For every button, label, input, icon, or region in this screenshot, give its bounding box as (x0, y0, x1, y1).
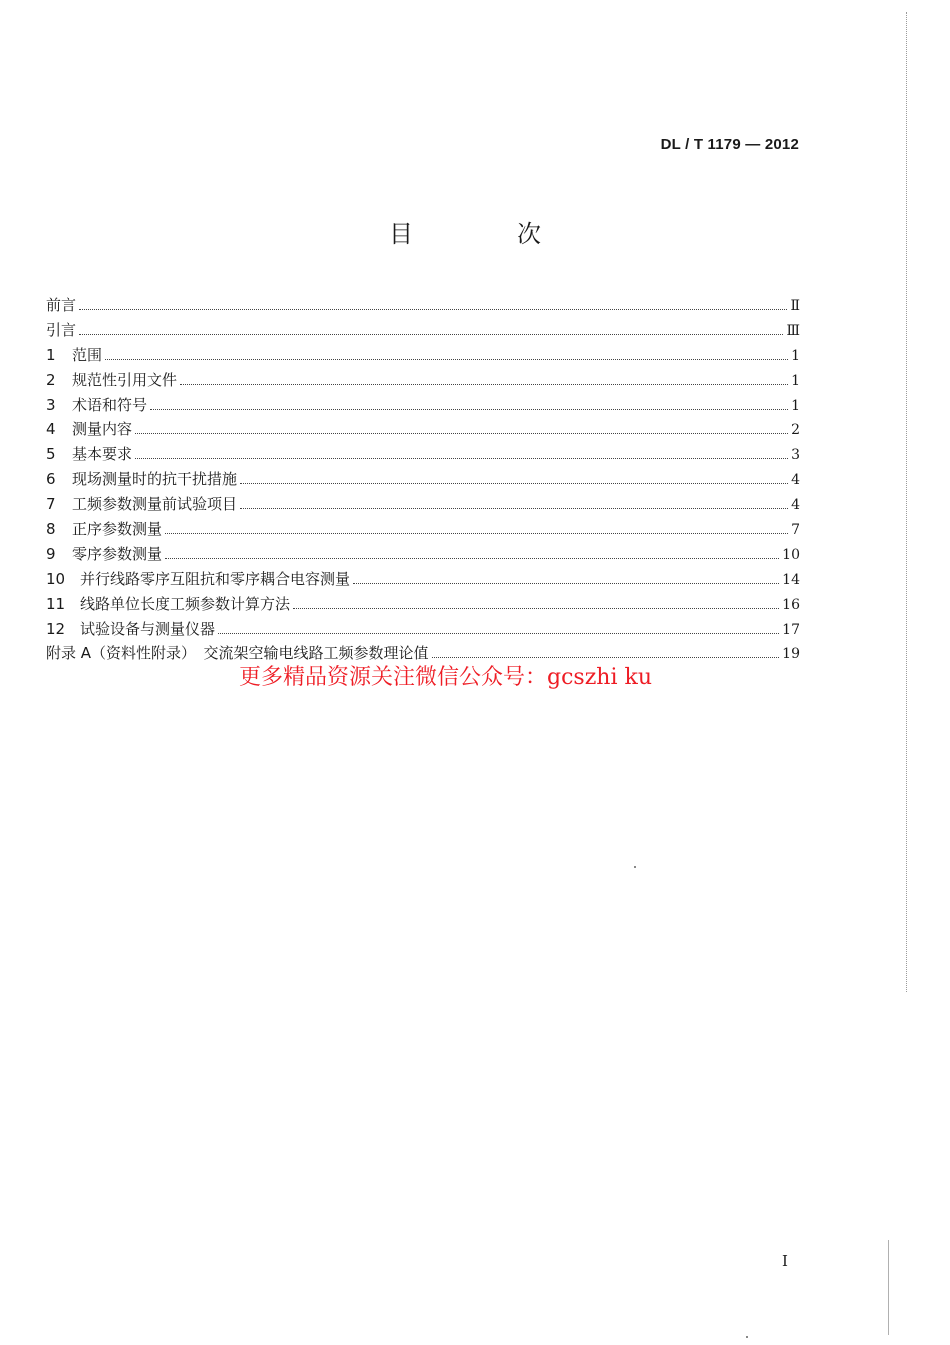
toc-leader-dots (218, 632, 779, 634)
toc-entry-page: 7 (791, 522, 800, 539)
toc-entry[interactable] (46, 593, 800, 618)
toc-entry-page: 1 (791, 347, 800, 364)
toc-leader-dots (432, 656, 780, 658)
toc-entry-number: 4 (46, 420, 56, 439)
toc-entry-label: 正序参数测量 (72, 520, 163, 539)
toc-entry-number: 11 (46, 594, 66, 613)
toc-entry-page: Ⅱ (790, 298, 800, 314)
toc-entry[interactable] (46, 568, 800, 593)
scan-edge-line-bottom (888, 1240, 889, 1335)
toc-leader-dots (79, 333, 783, 335)
toc-entry[interactable] (46, 618, 800, 643)
toc-entry-page: 2 (791, 422, 800, 439)
toc-entry-label: 并行线路零序互阻抗和零序耦合电容测量 (80, 569, 351, 588)
toc-entry[interactable] (46, 294, 800, 319)
toc-entry-page: 1 (791, 372, 800, 389)
toc-entry-page: 4 (791, 472, 800, 489)
toc-entry-number: 2 (46, 370, 56, 389)
toc-entry-label: 基本要求 (72, 445, 133, 464)
page-number: I (782, 1252, 788, 1270)
toc-entry-label: 范围 (72, 345, 103, 364)
toc-entry-label: 规范性引用文件 (72, 370, 178, 389)
toc-leader-dots (79, 308, 787, 310)
toc-entry-page: 16 (782, 596, 800, 613)
toc-leader-dots (165, 557, 779, 559)
toc-entry-page: 3 (791, 447, 800, 464)
toc-entry-label: 线路单位长度工频参数计算方法 (80, 594, 291, 613)
toc-entry-label: 工频参数测量前试验项目 (72, 495, 238, 514)
toc-entry-number: 9 (46, 544, 56, 563)
toc-entry-label: 附录 A（资料性附录） 交流架空输电线路工频参数理论值 (46, 644, 429, 663)
toc-leader-dots (180, 383, 788, 385)
toc-entry[interactable] (46, 319, 800, 344)
table-of-contents (46, 294, 800, 667)
toc-entry-label: 引言 (46, 320, 77, 339)
toc-entry-label: 现场测量时的抗干扰措施 (72, 470, 238, 489)
toc-leader-dots (135, 457, 788, 459)
toc-entry-page: 10 (782, 546, 800, 563)
toc-entry-label: 术语和符号 (72, 395, 148, 414)
toc-title: 目 次 (389, 220, 581, 248)
toc-entry[interactable] (46, 443, 800, 468)
toc-leader-dots (293, 607, 779, 609)
toc-entry-page: 19 (782, 646, 800, 663)
toc-entry-number: 5 (46, 445, 56, 464)
toc-entry[interactable] (46, 418, 800, 443)
toc-entry[interactable] (46, 468, 800, 493)
toc-entry-page: Ⅲ (786, 322, 800, 339)
toc-entry[interactable] (46, 493, 800, 518)
toc-entry-label: 前言 (46, 296, 77, 314)
toc-entry[interactable] (46, 369, 800, 394)
toc-entry[interactable] (46, 518, 800, 543)
toc-leader-dots (240, 507, 788, 509)
toc-entry-number: 10 (46, 569, 66, 588)
toc-entry-label: 测量内容 (72, 420, 133, 439)
scan-speck (746, 1336, 748, 1338)
toc-entry-page: 1 (791, 397, 800, 414)
toc-entry-page: 17 (782, 621, 800, 638)
toc-entry-number: 8 (46, 520, 56, 539)
scan-speck (634, 866, 636, 868)
toc-leader-dots (165, 532, 788, 534)
toc-entry-page: 14 (782, 571, 800, 588)
toc-leader-dots (353, 582, 779, 584)
toc-entry-page: 4 (791, 497, 800, 514)
toc-entry-label: 试验设备与测量仪器 (80, 619, 216, 638)
standard-code: DL / T 1179 — 2012 (660, 136, 799, 153)
toc-entry[interactable] (46, 543, 800, 568)
toc-entry[interactable] (46, 394, 800, 419)
toc-leader-dots (150, 408, 788, 410)
toc-entry-number: 6 (46, 470, 56, 489)
toc-entry-number: 12 (46, 619, 66, 638)
toc-leader-dots (105, 358, 788, 360)
toc-entry[interactable] (46, 344, 800, 369)
toc-leader-dots (240, 482, 788, 484)
toc-entry-number: 1 (46, 345, 56, 364)
watermark-text: 更多精品资源关注微信公众号：gcszhi ku (239, 665, 652, 690)
scan-edge-line (906, 12, 907, 992)
toc-entry-number: 7 (46, 495, 56, 514)
toc-entry-number: 3 (46, 395, 56, 414)
toc-entry-label: 零序参数测量 (72, 544, 163, 563)
toc-leader-dots (135, 432, 788, 434)
